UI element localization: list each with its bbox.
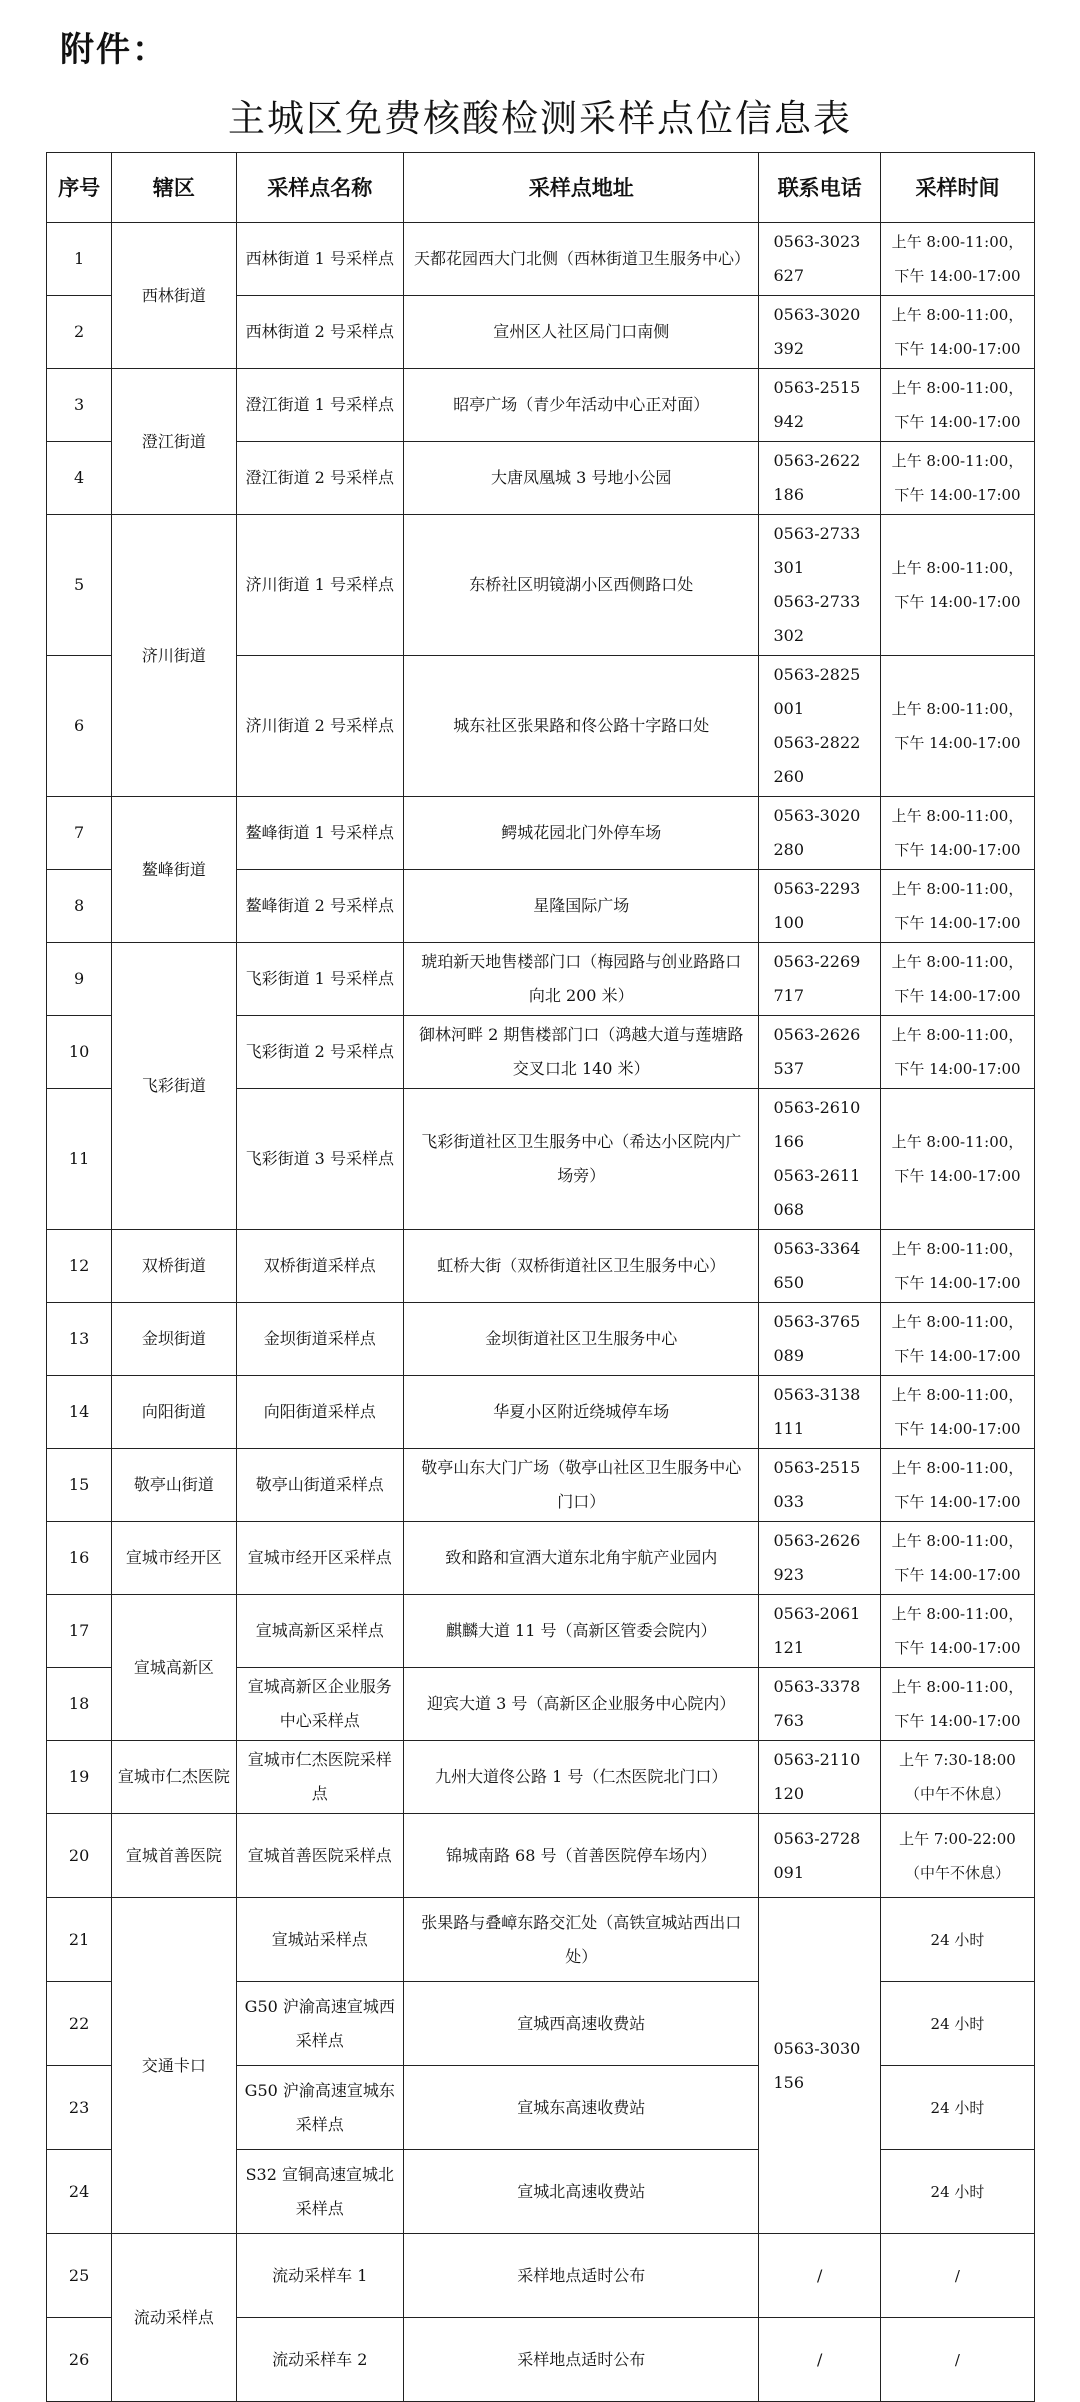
time-cell: 上午 8:00-11:00， 下午 14:00-17:00 [880, 1016, 1034, 1089]
phone-cell: 0563-2622186 [759, 442, 880, 515]
phone-cell: 0563-2610166 0563-2611068 [759, 1089, 880, 1230]
row-number: 17 [47, 1595, 112, 1668]
site-name-cell: 流动采样车 2 [236, 2318, 403, 2402]
site-name-cell: 宣城高新区企业服务中心采样点 [236, 1668, 403, 1741]
site-name-cell: 宣城市经开区采样点 [236, 1522, 403, 1595]
address-cell: 琥珀新天地售楼部门口（梅园路与创业路路口向北 200 米） [403, 943, 759, 1016]
header-address: 采样点地址 [403, 153, 759, 223]
page-title: 主城区免费核酸检测采样点位信息表 [228, 97, 852, 140]
site-name-cell: 西林街道 1 号采样点 [236, 223, 403, 296]
address-cell: 宣州区人社区局门口南侧 [403, 296, 759, 369]
address-cell: 鳄城花园北门外停车场 [403, 797, 759, 870]
site-name-cell: 鳌峰街道 1 号采样点 [236, 797, 403, 870]
time-cell: 上午 8:00-11:00， 下午 14:00-17:00 [880, 943, 1034, 1016]
address-cell: 虹桥大街（双桥街道社区卫生服务中心） [403, 1230, 759, 1303]
address-cell: 御林河畔 2 期售楼部门口（鸿越大道与莲塘路交叉口北 140 米） [403, 1016, 759, 1089]
table-row [47, 943, 1035, 1016]
address-cell: 致和路和宣酒大道东北角宇航产业园内 [403, 1522, 759, 1595]
district-cell: 敬亭山街道 [112, 1449, 236, 1522]
address-cell: 飞彩街道社区卫生服务中心（希达小区院内广场旁） [403, 1089, 759, 1230]
time-cell: 上午 8:00-11:00， 下午 14:00-17:00 [880, 1595, 1034, 1668]
address-cell: 麒麟大道 11 号（高新区管委会院内） [403, 1595, 759, 1668]
row-number: 19 [47, 1741, 112, 1814]
phone-cell: 0563-3020392 [759, 296, 880, 369]
time-cell: 上午 8:00-11:00， 下午 14:00-17:00 [880, 442, 1034, 515]
row-number: 8 [47, 870, 112, 943]
address-cell: 采样地点适时公布 [403, 2318, 759, 2402]
row-number: 25 [47, 2234, 112, 2318]
phone-cell: 0563-2515033 [759, 1449, 880, 1522]
row-number: 12 [47, 1230, 112, 1303]
district-cell: 宣城市经开区 [112, 1522, 236, 1595]
site-name-cell: 流动采样车 1 [236, 2234, 403, 2318]
phone-cell: 0563-2626923 [759, 1522, 880, 1595]
header-site: 采样点名称 [236, 153, 403, 223]
row-number: 16 [47, 1522, 112, 1595]
address-cell: 九州大道佟公路 1 号（仁杰医院北门口） [403, 1741, 759, 1814]
table-row [47, 1376, 1035, 1449]
site-name-cell: 宣城站采样点 [236, 1898, 403, 1982]
phone-cell: 0563-3138111 [759, 1376, 880, 1449]
table-row [47, 2234, 1035, 2318]
time-cell: 上午 8:00-11:00， 下午 14:00-17:00 [880, 1303, 1034, 1376]
time-cell: / [880, 2234, 1034, 2318]
phone-cell: 0563-3030156 [759, 1898, 880, 2234]
sampling-site-table [46, 152, 1035, 2402]
district-cell: 济川街道 [112, 515, 236, 797]
address-cell: 宣城东高速收费站 [403, 2066, 759, 2150]
address-cell: 大唐凤凰城 3 号地小公园 [403, 442, 759, 515]
site-name-cell: 宣城首善医院采样点 [236, 1814, 403, 1898]
phone-cell: 0563-3378763 [759, 1668, 880, 1741]
row-number: 5 [47, 515, 112, 656]
phone-cell: 0563-3765089 [759, 1303, 880, 1376]
phone-cell: 0563-2626537 [759, 1016, 880, 1089]
site-name-cell: 飞彩街道 3 号采样点 [236, 1089, 403, 1230]
address-cell: 华夏小区附近绕城停车场 [403, 1376, 759, 1449]
row-number: 14 [47, 1376, 112, 1449]
header-no: 序号 [47, 153, 112, 223]
address-cell: 星隆国际广场 [403, 870, 759, 943]
site-name-cell: S32 宣铜高速宣城北采样点 [236, 2150, 403, 2234]
site-name-cell: 金坝街道采样点 [236, 1303, 403, 1376]
address-cell: 采样地点适时公布 [403, 2234, 759, 2318]
time-cell: 24 小时 [880, 2150, 1034, 2234]
time-cell: 上午 8:00-11:00， 下午 14:00-17:00 [880, 1522, 1034, 1595]
site-name-cell: 飞彩街道 2 号采样点 [236, 1016, 403, 1089]
header-time: 采样时间 [880, 153, 1034, 223]
site-name-cell: 鳌峰街道 2 号采样点 [236, 870, 403, 943]
time-cell: 24 小时 [880, 2066, 1034, 2150]
phone-cell: 0563-2110120 [759, 1741, 880, 1814]
phone-cell: 0563-3020280 [759, 797, 880, 870]
table-row [47, 1741, 1035, 1814]
time-cell: 上午 8:00-11:00， 下午 14:00-17:00 [880, 369, 1034, 442]
time-cell: 上午 8:00-11:00， 下午 14:00-17:00 [880, 1376, 1034, 1449]
table-row [47, 1230, 1035, 1303]
time-cell: 上午 8:00-11:00， 下午 14:00-17:00 [880, 1668, 1034, 1741]
table-row [47, 1522, 1035, 1595]
row-number: 10 [47, 1016, 112, 1089]
table-row [47, 223, 1035, 296]
time-cell: 上午 8:00-11:00， 下午 14:00-17:00 [880, 1230, 1034, 1303]
site-name-cell: 敬亭山街道采样点 [236, 1449, 403, 1522]
row-number: 4 [47, 442, 112, 515]
row-number: 7 [47, 797, 112, 870]
district-cell: 鳌峰街道 [112, 797, 236, 943]
site-name-cell: 向阳街道采样点 [236, 1376, 403, 1449]
phone-cell: 0563-2293100 [759, 870, 880, 943]
row-number: 11 [47, 1089, 112, 1230]
district-cell: 双桥街道 [112, 1230, 236, 1303]
time-cell: 上午 8:00-11:00， 下午 14:00-17:00 [880, 870, 1034, 943]
district-cell: 金坝街道 [112, 1303, 236, 1376]
table-row [47, 1814, 1035, 1898]
address-cell: 城东社区张果路和佟公路十字路口处 [403, 656, 759, 797]
site-name-cell: 飞彩街道 1 号采样点 [236, 943, 403, 1016]
table-row [47, 1449, 1035, 1522]
site-name-cell: 宣城市仁杰医院采样点 [236, 1741, 403, 1814]
address-cell: 宣城北高速收费站 [403, 2150, 759, 2234]
site-name-cell: 西林街道 2 号采样点 [236, 296, 403, 369]
table-row [47, 515, 1035, 656]
district-cell: 流动采样点 [112, 2234, 236, 2402]
address-cell: 张果路与叠嶂东路交汇处（高铁宣城站西出口处） [403, 1898, 759, 1982]
time-cell: 上午 7:00-22:00 （中午不休息） [880, 1814, 1034, 1898]
time-cell: 上午 7:30-18:00 （中午不休息） [880, 1741, 1034, 1814]
table-header-row [47, 153, 1035, 223]
phone-cell: 0563-2733301 0563-2733302 [759, 515, 880, 656]
phone-cell: 0563-2515942 [759, 369, 880, 442]
time-cell: 上午 8:00-11:00， 下午 14:00-17:00 [880, 296, 1034, 369]
row-number: 22 [47, 1982, 112, 2066]
row-number: 9 [47, 943, 112, 1016]
row-number: 26 [47, 2318, 112, 2402]
phone-cell: / [759, 2318, 880, 2402]
row-number: 6 [47, 656, 112, 797]
site-name-cell: 宣城高新区采样点 [236, 1595, 403, 1668]
site-name-cell: G50 沪渝高速宣城东采样点 [236, 2066, 403, 2150]
row-number: 13 [47, 1303, 112, 1376]
district-cell: 宣城首善医院 [112, 1814, 236, 1898]
row-number: 15 [47, 1449, 112, 1522]
header-district: 辖区 [112, 153, 236, 223]
table-row [47, 1595, 1035, 1668]
time-cell: 上午 8:00-11:00， 下午 14:00-17:00 [880, 1449, 1034, 1522]
district-cell: 飞彩街道 [112, 943, 236, 1230]
address-cell: 锦城南路 68 号（首善医院停车场内） [403, 1814, 759, 1898]
row-number: 18 [47, 1668, 112, 1741]
table-row [47, 1898, 1035, 1982]
row-number: 1 [47, 223, 112, 296]
time-cell: 24 小时 [880, 1982, 1034, 2066]
row-number: 3 [47, 369, 112, 442]
row-number: 20 [47, 1814, 112, 1898]
time-cell: 上午 8:00-11:00， 下午 14:00-17:00 [880, 1089, 1034, 1230]
address-cell: 东桥社区明镜湖小区西侧路口处 [403, 515, 759, 656]
table-row [47, 797, 1035, 870]
phone-cell: 0563-3023627 [759, 223, 880, 296]
time-cell: 上午 8:00-11:00， 下午 14:00-17:00 [880, 515, 1034, 656]
time-cell: 上午 8:00-11:00， 下午 14:00-17:00 [880, 656, 1034, 797]
row-number: 21 [47, 1898, 112, 1982]
district-cell: 宣城市仁杰医院 [112, 1741, 236, 1814]
address-cell: 迎宾大道 3 号（高新区企业服务中心院内） [403, 1668, 759, 1741]
header-phone: 联系电话 [759, 153, 880, 223]
site-name-cell: 双桥街道采样点 [236, 1230, 403, 1303]
table-row [47, 1303, 1035, 1376]
district-cell: 西林街道 [112, 223, 236, 369]
district-cell: 澄江街道 [112, 369, 236, 515]
time-cell: 上午 8:00-11:00， 下午 14:00-17:00 [880, 223, 1034, 296]
address-cell: 天都花园西大门北侧（西林街道卫生服务中心） [403, 223, 759, 296]
phone-cell: / [759, 2234, 880, 2318]
row-number: 24 [47, 2150, 112, 2234]
district-cell: 宣城高新区 [112, 1595, 236, 1741]
address-cell: 昭亭广场（青少年活动中心正对面） [403, 369, 759, 442]
site-name-cell: 济川街道 1 号采样点 [236, 515, 403, 656]
table-row [47, 369, 1035, 442]
site-name-cell: G50 沪渝高速宣城西采样点 [236, 1982, 403, 2066]
address-cell: 金坝街道社区卫生服务中心 [403, 1303, 759, 1376]
site-name-cell: 济川街道 2 号采样点 [236, 656, 403, 797]
row-number: 2 [47, 296, 112, 369]
phone-cell: 0563-2825001 0563-2822260 [759, 656, 880, 797]
attachment-label: 附件： [60, 30, 168, 70]
phone-cell: 0563-3364650 [759, 1230, 880, 1303]
time-cell: 24 小时 [880, 1898, 1034, 1982]
phone-cell: 0563-2061121 [759, 1595, 880, 1668]
phone-cell: 0563-2269717 [759, 943, 880, 1016]
table-body [47, 223, 1035, 2402]
time-cell: 上午 8:00-11:00， 下午 14:00-17:00 [880, 797, 1034, 870]
district-cell: 交通卡口 [112, 1898, 236, 2234]
address-cell: 宣城西高速收费站 [403, 1982, 759, 2066]
phone-cell: 0563-2728091 [759, 1814, 880, 1898]
time-cell: / [880, 2318, 1034, 2402]
district-cell: 向阳街道 [112, 1376, 236, 1449]
address-cell: 敬亭山东大门广场（敬亭山社区卫生服务中心门口） [403, 1449, 759, 1522]
row-number: 23 [47, 2066, 112, 2150]
site-name-cell: 澄江街道 2 号采样点 [236, 442, 403, 515]
site-name-cell: 澄江街道 1 号采样点 [236, 369, 403, 442]
